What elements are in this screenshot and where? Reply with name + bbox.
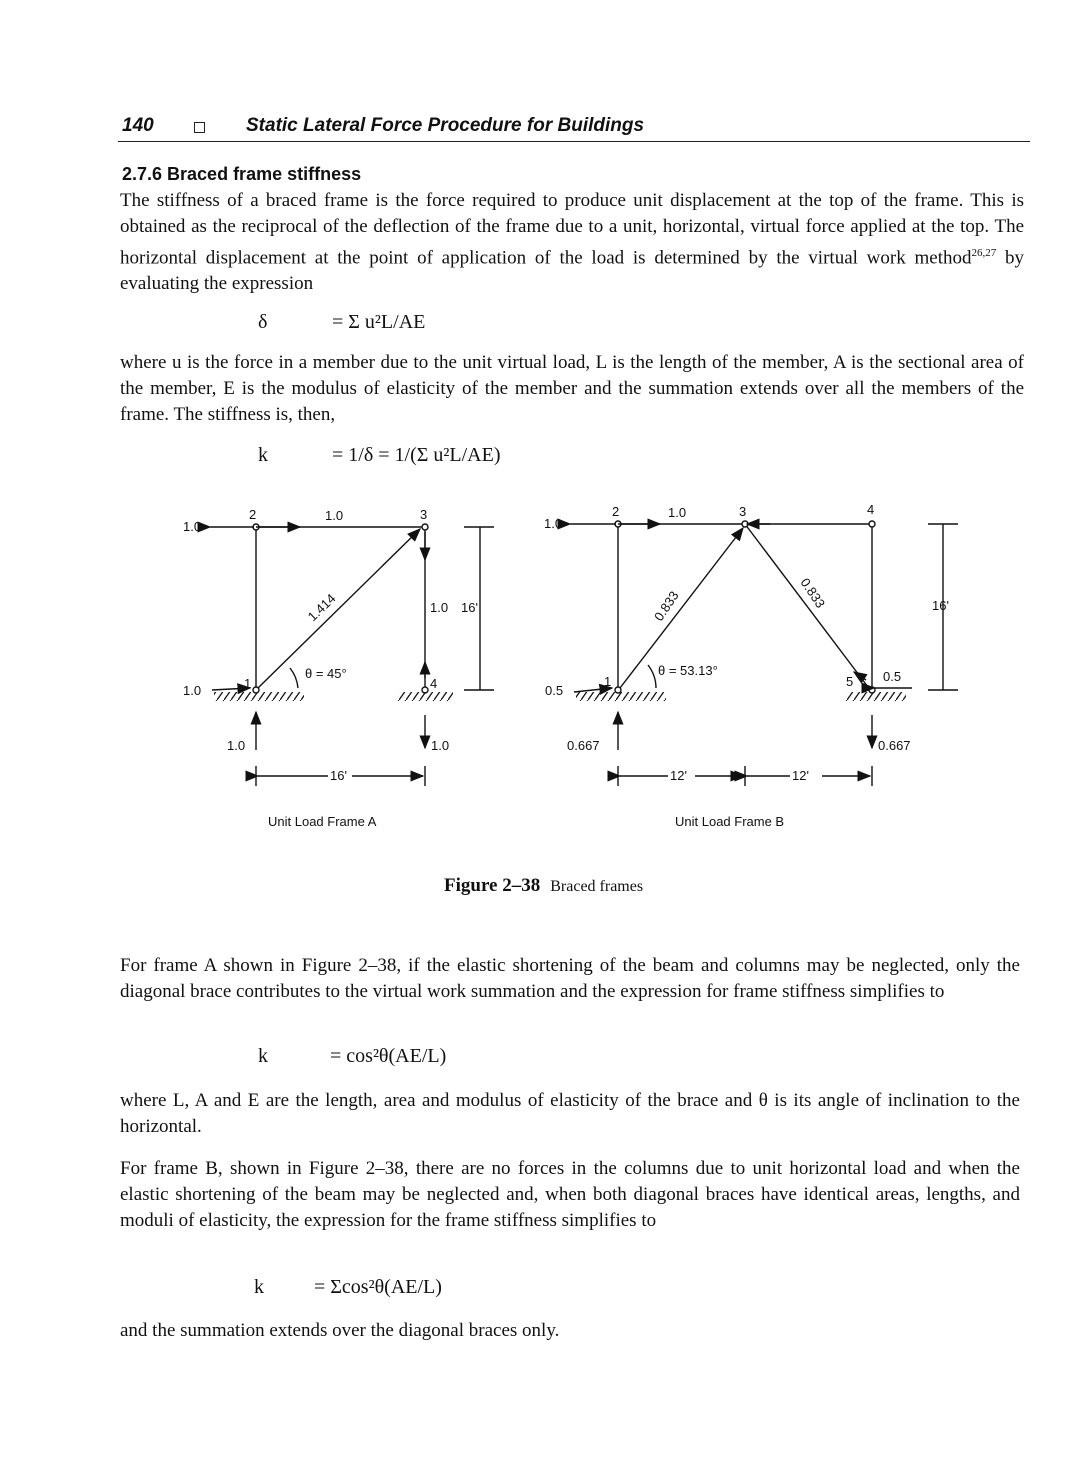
frame-b-left-horizontal-reaction: 0.5 <box>545 683 564 698</box>
frame-b-left-reaction: 0.667 <box>567 738 600 753</box>
frame-b-left-brace-force: 0.833 <box>651 588 682 624</box>
frame-b-node-label: 5 <box>846 674 854 689</box>
page-number: 140 <box>122 115 154 136</box>
frame-a-node-label: 4 <box>430 676 438 691</box>
frame-a-brace-force: 1.414 <box>304 590 339 625</box>
frame-a-node-3 <box>422 524 428 530</box>
figure-caption <box>444 875 643 897</box>
frame-a-height-label: 16' <box>461 600 478 615</box>
frame-a-caption: Unit Load Frame A <box>268 814 377 829</box>
reference-superscript: 26,27 <box>971 247 997 259</box>
frame-b-right-brace-arrow <box>854 672 866 680</box>
frame-b-span-left-label: 12' <box>670 768 687 783</box>
equation-rhs: = cos²θ(AE/L) <box>330 1045 447 1067</box>
frame-a-left-reaction: 1.0 <box>227 738 246 753</box>
frame-a-angle-arc <box>290 668 298 688</box>
frame-a-node-label: 3 <box>420 507 428 522</box>
equation-frame-a <box>258 1045 558 1073</box>
frame-b-node-4 <box>869 521 875 527</box>
equation-lhs: k <box>258 1045 268 1067</box>
frame-b-right-horizontal-reaction: 0.5 <box>883 669 902 684</box>
paragraph-1-text: The stiffness of a braced frame is the force required to produce unit displacement at the top of the frame. This is obtained as the reciprocal of the deflection of the frame due to a unit, horizontal, virtual force applied at the top. The horizontal displacement at the point of application of the load is determined by the virtual work method <box>120 190 1024 269</box>
paragraph-6: and the summation extends over the diagonal braces only. <box>120 1320 560 1341</box>
frame-b-load-label: 1.0 <box>544 516 563 531</box>
figure-title: Braced frames <box>550 878 644 895</box>
paragraph-5: For frame B, shown in Figure 2–38, there are no forces in the columns due to unit horizontal load and when the elastic shortening of the beam may be neglected and, when both diagonal braces have identical areas, lengths, and moduli of elasticity, the expression for the frame stiffness simplifies to <box>120 1158 1020 1231</box>
frame-a-right-reaction: 1.0 <box>431 738 450 753</box>
frame-b-span-right-label: 12' <box>792 768 809 783</box>
frame-b-right-reaction: 0.667 <box>878 738 911 753</box>
frame-b-angle-label: θ = 53.13° <box>658 663 718 678</box>
paragraph-1-end: by evaluating the expression <box>120 247 1024 295</box>
paragraph-4: where L, A and E are the length, area and modulus of elasticity of the brace and θ is its angle of inclination to the horizontal. <box>120 1090 1020 1137</box>
frame-a-left-support <box>214 692 304 701</box>
frame-a-beam-force: 1.0 <box>325 508 344 523</box>
frame-b-beam-force: 1.0 <box>668 505 687 520</box>
equation-rhs: = Σ u²L/AE <box>332 311 426 333</box>
frame-a-horizontal-reaction: 1.0 <box>183 683 202 698</box>
frame-a-right-support <box>398 692 453 701</box>
frame-b-node-label: 3 <box>739 504 747 519</box>
frame-a <box>210 524 494 786</box>
equation-rhs: = 1/δ = 1/(Σ u²L/AE) <box>332 444 501 466</box>
equation-rhs: = Σcos²θ(AE/L) <box>314 1276 442 1298</box>
frame-b-right-brace-force: 0.833 <box>797 575 829 611</box>
frame-b-node-label: 4 <box>867 502 875 517</box>
frame-b-node-label: 2 <box>612 504 620 519</box>
equation-frame-b <box>254 1276 554 1304</box>
paragraph-3: For frame A shown in Figure 2–38, if the elastic shortening of the beam and columns may be neglected, only the diagonal brace contributes to the virtual work summation and the expression for frame stiffness simplifies to <box>120 955 1020 1002</box>
frame-a-brace <box>258 529 420 688</box>
frame-b-right-brace <box>745 524 868 687</box>
frame-b-node-label: 1 <box>604 674 612 689</box>
frame-a-node-label: 2 <box>249 507 257 522</box>
frame-a-angle-label: θ = 45° <box>305 666 347 681</box>
equation-lhs: k <box>258 444 268 466</box>
frame-a-span-label: 16' <box>330 768 347 783</box>
frame-b-right-support <box>846 692 906 701</box>
running-title: Static Lateral Force Procedure for Buildings <box>246 115 645 136</box>
frame-b-left-support <box>576 692 666 701</box>
figure-label: Figure 2–38 <box>444 875 541 896</box>
paragraph-2: where u is the force in a member due to the unit virtual load, L is the length of the member, A is the sectional area of the member, E is the modulus of elasticity of the member and the summation extends over all the members of the frame. The stiffness is, then, <box>120 352 1024 425</box>
frame-a-column-force: 1.0 <box>430 600 449 615</box>
frame-b-labels <box>544 502 949 829</box>
frame-a-labels <box>183 507 478 829</box>
equation-lhs: δ <box>258 311 268 333</box>
section-heading: 2.7.6 Braced frame stiffness <box>122 164 362 184</box>
frame-b-height-label: 16' <box>932 598 949 613</box>
frame-b-caption: Unit Load Frame B <box>675 814 785 829</box>
equation-lhs: k <box>254 1276 264 1298</box>
frame-a-node-label: 1 <box>244 676 252 691</box>
frame-a-load-label: 1.0 <box>183 519 202 534</box>
frame-b-angle-arc <box>648 665 656 688</box>
